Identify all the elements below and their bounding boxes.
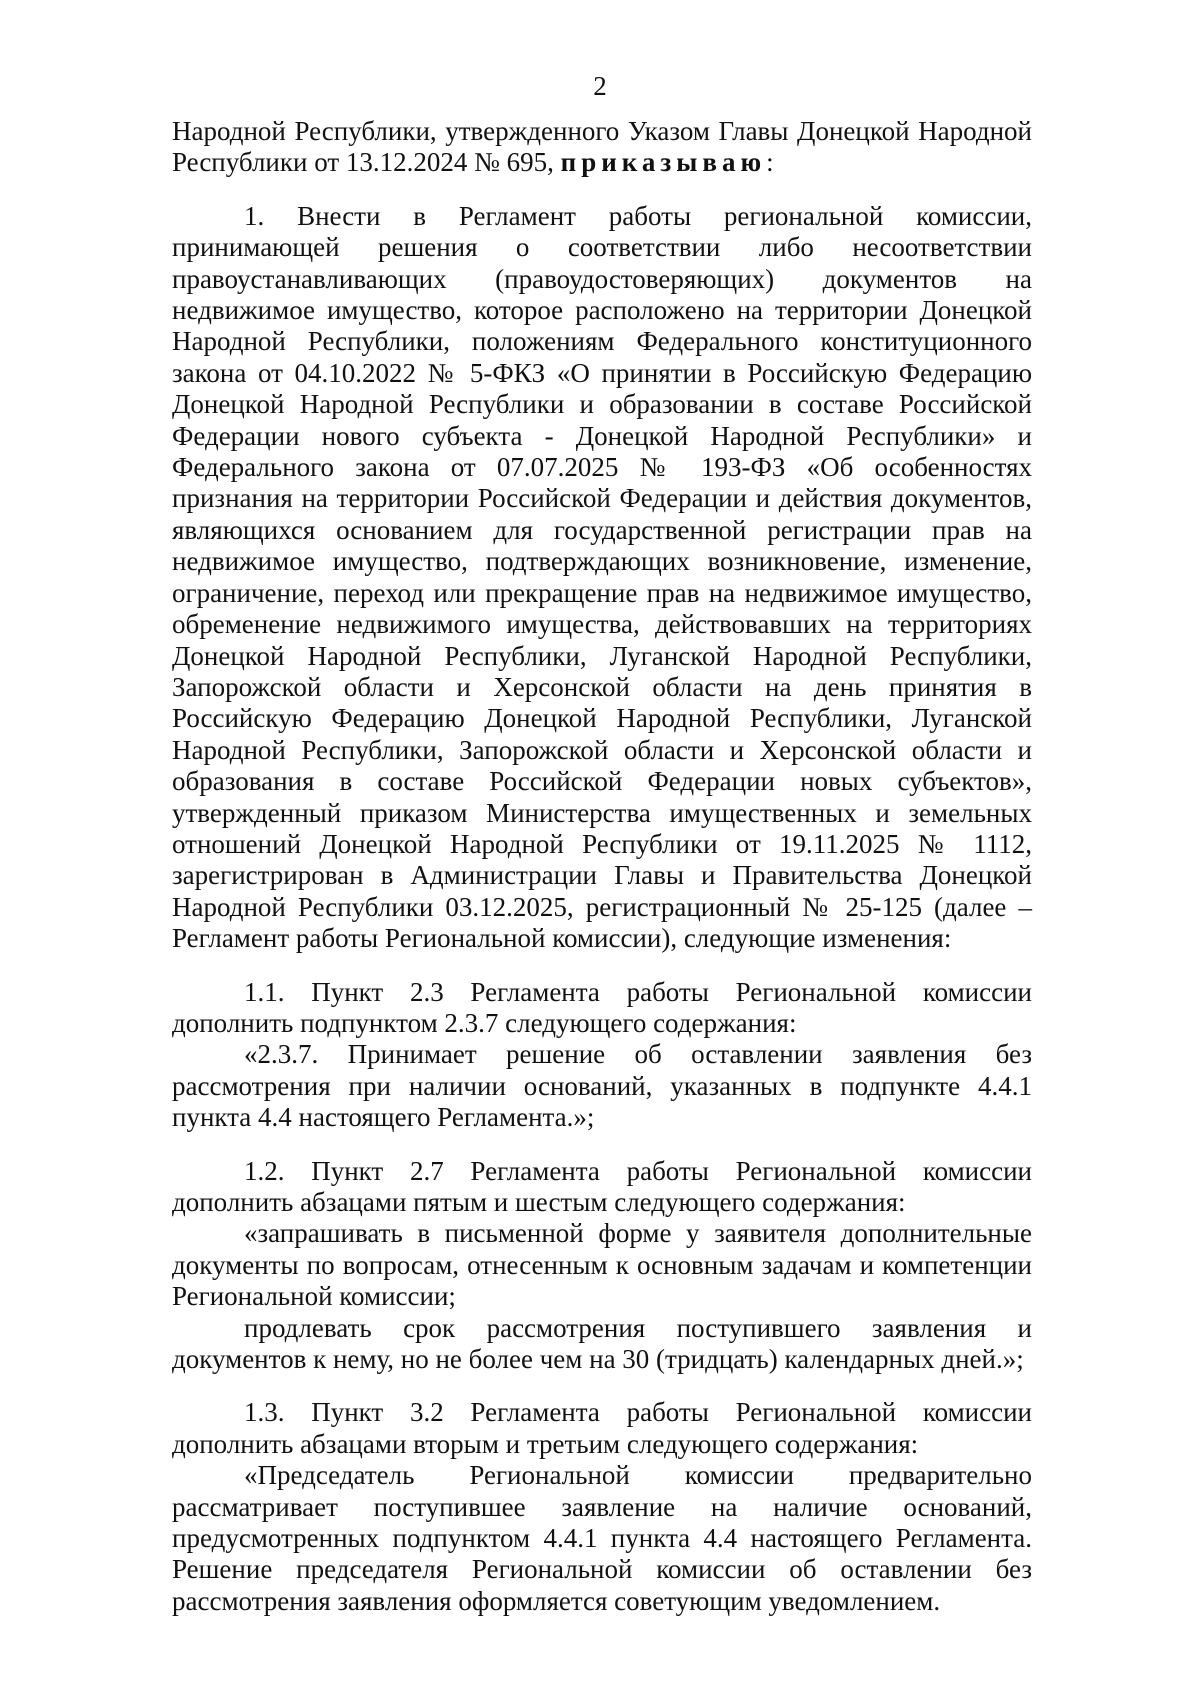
paragraph-1-2: 1.2. Пункт 2.7 Регламента работы Региональной комиссии дополнить абзацами пятым и шестым следующего содержания: (172, 1155, 1032, 1217)
paragraph-1-1: 1.1. Пункт 2.3 Регламента работы Региональной комиссии дополнить подпунктом 2.3.7 следующего содержания: (172, 976, 1032, 1038)
paragraph-1-2-quote-b: продлевать срок рассмотрения поступившего заявления и документов к нему, но не более чем на 30 (тридцать) календарных дней.»; (172, 1312, 1032, 1375)
intro-text: Народной Республики, утвержденного Указом Главы Донецкой Народной Республики от 13.12.2024 № 695, (172, 116, 1032, 178)
paragraph-1-3: 1.3. Пункт 3.2 Регламента работы Региональной комиссии дополнить абзацами вторым и третьим следующего содержания: (172, 1397, 1032, 1459)
order-word: приказываю (560, 147, 767, 178)
intro-colon: : (766, 147, 774, 178)
paragraph-1-3-quote: «Председатель Региональной комиссии предварительно рассматривает поступившее заявление на наличие оснований, предусмотренных подпунктом 4.4.1 пункта 4.4 настоящего Регламента. Решение председателя Региональной комиссии об оставлении без рассмотрения заявления оформляется советующим уведомлением. (172, 1460, 1032, 1616)
intro-paragraph (172, 116, 1032, 179)
paragraph-1-2-quote-a: «запрашивать в письменной форме у заявителя дополнительные документы по вопросам, отнесенным к основным задачам и компетенции Региональной комиссии; (172, 1218, 1032, 1312)
document-body (172, 116, 1032, 1617)
paragraph-1: 1. Внести в Регламент работы региональной комиссии, принимающей решения о соответствии либо несоответствии правоустанавливающих (правоудостоверяющих) документов на недвижимое имущество, которое расположено на территории Донецкой Народной Республики, положениям Федерального конституционного закона от 04.10.2022 № 5-ФКЗ «О принятии в Российскую Федерацию Донецкой Народной Республики и образовании в составе Российской Федерации нового субъекта - Донецкой Народной Республики» и Федерального закона от 07.07.2025 № 193-ФЗ «Об особенностях признания на территории Российской Федерации и действия документов, являющихся основанием для государственной регистрации прав на недвижимое имущество, подтверждающих возникновение, изменение, ограничение, переход или прекращение прав на недвижимое имущество, обременение недвижимого имущества, действовавших на территориях Донецкой Народной Республики, Луганской Народной Республики, Запорожской области и Херсонской области на день принятия в Российскую Федерацию Донецкой Народной Республики, Луганской Народной Республики, Запорожской области и Херсонской области и образования в составе Российской Федерации новых субъектов», утвержденный приказом Министерства имущественных и земельных отношений Донецкой Народной Республики от 19.11.2025 № 1112, зарегистрирован в Администрации Главы и Правительства Донецкой Народной Республики 03.12.2025, регистрационный № 25-125 (далее – Регламент работы Региональной комиссии), следующие изменения: (172, 200, 1032, 954)
paragraph-1-1-quote: «2.3.7. Принимает решение об оставлении заявления без рассмотрения при наличии оснований, указанных в подпункте 4.4.1 пункта 4.4 настоящего Регламента.»; (172, 1039, 1032, 1133)
page-number: 2 (593, 71, 607, 101)
